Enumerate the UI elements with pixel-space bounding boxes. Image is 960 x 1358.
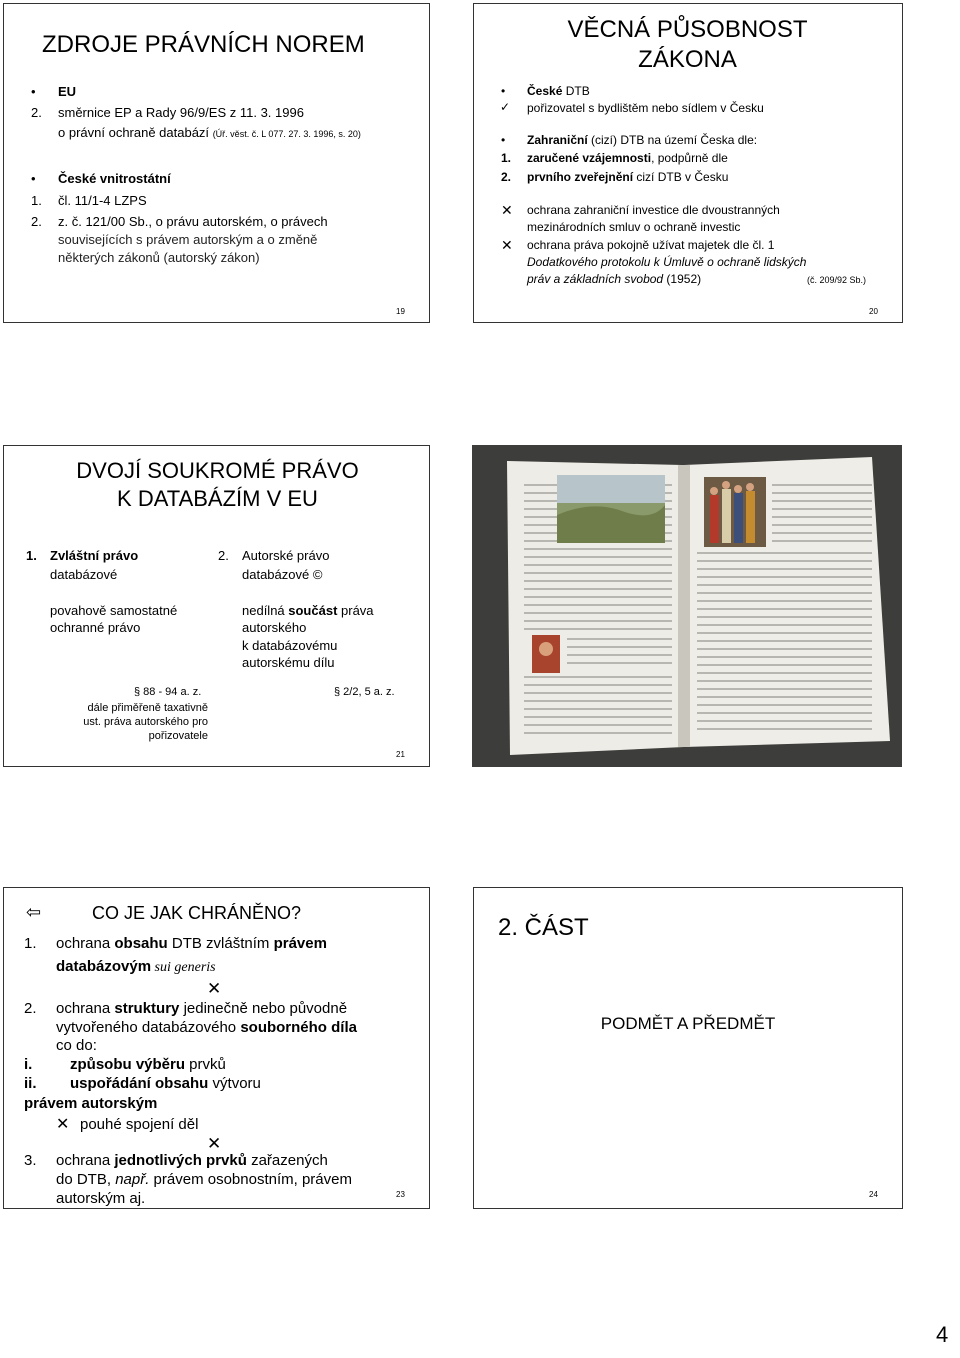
independent-right	[50, 603, 177, 619]
check-icon: ✓	[500, 100, 511, 114]
selection-line	[70, 1056, 226, 1074]
item-number: i.	[24, 1056, 33, 1073]
first-publication: prvního zveřejnění	[527, 170, 634, 184]
copyright-line: autorského	[242, 620, 307, 635]
lzps-line: čl. 11/1-4 LZPS	[58, 193, 147, 208]
right-label: právem	[273, 935, 327, 952]
applicability-line-1: dále přiměřeně taxativně	[87, 702, 208, 714]
item-number: 1.	[26, 548, 37, 563]
slide-20	[473, 3, 903, 323]
item-number: 2.	[24, 1000, 37, 1017]
arrangement-line	[70, 1075, 261, 1093]
foreign-dtb	[527, 133, 757, 147]
convention-title: práv a základních svobod	[527, 272, 664, 286]
copyright-section-ref: § 2/2, 5 a. z.	[334, 686, 395, 698]
elements-label: jednotlivých prvků	[114, 1152, 247, 1169]
text: ochrana	[56, 1000, 115, 1017]
publication-rest: cizí DTB v Česku	[633, 170, 729, 184]
applicability-line-2: ust. práva autorského pro	[83, 716, 208, 728]
investment-line-1: ochrana zahraniční investice dle dvoustranných	[527, 203, 780, 217]
integral-part	[242, 603, 374, 619]
sui-generis: sui generis	[151, 960, 216, 975]
reciprocity-line	[527, 151, 728, 165]
slide-number: 23	[396, 1190, 405, 1199]
slide-title-line-1: VĚCNÁ PŮSOBNOST	[567, 16, 808, 43]
czech-dtb	[527, 84, 590, 98]
integral-pre: nedílná	[242, 603, 289, 618]
content-label: obsahu	[114, 935, 168, 952]
foreign-label: Zahraniční	[527, 133, 588, 147]
structure-line-3: co do:	[56, 1037, 97, 1054]
content-protection-line-2	[56, 958, 216, 977]
directive-citation: (Úř. věst. č. L 077. 27. 3. 1996, s. 20)	[212, 129, 361, 139]
item-number: 1.	[31, 193, 42, 208]
text: zařazených	[246, 1152, 328, 1169]
text: vytvořeného databázového	[56, 1019, 241, 1036]
directive-line-2	[58, 125, 361, 141]
text: prvků	[185, 1056, 226, 1073]
collective-work: souborného díla	[240, 1019, 357, 1036]
integral-bold: součást	[288, 603, 338, 618]
item-number: 2.	[31, 214, 42, 229]
property-line-3	[527, 272, 701, 286]
cross-icon: ✕	[207, 1134, 222, 1153]
reciprocity-rest: , podpůrně dle	[651, 151, 728, 165]
czech-label: České	[527, 84, 563, 98]
slide-number: 19	[396, 307, 405, 316]
item-number: ii.	[24, 1075, 37, 1092]
applicability-line-3: pořizovatele	[148, 730, 208, 742]
book-illustration	[472, 445, 902, 767]
act-title: , o právu autorském, o právech	[148, 214, 328, 229]
slide-number: 24	[869, 1190, 878, 1199]
cross-icon: ✕	[501, 237, 513, 253]
item-number: 2.	[31, 105, 42, 120]
text: jedinečně nebo původně	[179, 1000, 348, 1017]
slide-title: CO JE JAK CHRÁNĚNO?	[92, 903, 302, 923]
section-ref: § 88 - 94 a. z.	[134, 686, 202, 698]
arrangement: uspořádání obsahu	[70, 1075, 209, 1092]
slide-subtitle: PODMĚT A PŘEDMĚT	[600, 1014, 776, 1033]
dtb-label: DTB	[562, 84, 590, 98]
publication-line	[527, 170, 728, 184]
text: výtvoru	[208, 1075, 261, 1092]
property-line-2: Dodatkového protokolu k Úmluvě o ochraně lidských	[527, 255, 807, 269]
text: do DTB,	[56, 1171, 116, 1188]
content-protection-line-1	[56, 935, 327, 953]
slide-number: 20	[869, 307, 878, 316]
item-eu: EU	[58, 84, 77, 99]
copyright-subheading: databázové ©	[242, 567, 323, 582]
bullet: •	[31, 84, 36, 99]
structure-label: struktury	[114, 1000, 180, 1017]
independent-label: povahově samostatné	[50, 603, 178, 618]
item-czech: České vnitrostátní	[58, 171, 171, 186]
slide-21	[3, 445, 430, 767]
open-book-photo	[472, 445, 902, 767]
text: ochrana	[56, 1152, 115, 1169]
database-right: databázovým	[56, 958, 152, 975]
page-number: 4	[936, 1322, 949, 1347]
maker-residence: pořizovatel s bydlištěm nebo sídlem v Česku	[527, 101, 764, 115]
item-number: 2.	[501, 170, 512, 184]
by-copyright: právem autorským	[24, 1095, 158, 1112]
selection: způsobu výběru	[70, 1056, 186, 1073]
integral-post: práva	[337, 603, 374, 618]
copyright-act-line-3: některých zákonů (autorský zákon)	[58, 250, 260, 265]
slide-title: 2. ČÁST	[498, 914, 589, 941]
act-number: z. č. 121/00 Sb.	[58, 214, 149, 229]
slide-title-line-2: ZÁKONA	[638, 46, 737, 73]
convention-year: (1952)	[663, 272, 702, 286]
item-number: 3.	[24, 1152, 37, 1169]
structure-line-2	[56, 1019, 357, 1037]
slide-title-line-1: DVOJÍ SOUKROMÉ PRÁVO	[76, 458, 359, 483]
mere-compilation: pouhé spojení děl	[80, 1116, 199, 1133]
elements-line-3: autorským aj.	[56, 1190, 146, 1207]
text: ochrana	[56, 935, 115, 952]
slide-title-line-2: K DATABÁZÍM V EU	[117, 486, 318, 511]
directive-line: směrnice EP a Rady 96/9/ES z 11. 3. 1996	[58, 105, 304, 120]
text: právem osobnostním, právem	[149, 1171, 352, 1188]
foreign-rest: (cizí) DTB na území Česka dle:	[587, 133, 758, 147]
cross-icon: ✕	[501, 202, 513, 218]
for-example: např.	[115, 1171, 150, 1188]
copyright-heading: Autorské právo	[242, 548, 330, 563]
cross-icon: ✕	[207, 979, 222, 998]
slide-24	[473, 887, 903, 1209]
directive-title: o právní ochraně databází	[58, 125, 210, 140]
database-line: k databázovému	[242, 638, 338, 653]
text: DTB zvláštním	[167, 935, 274, 952]
slide-23	[3, 887, 430, 1209]
bullet: •	[501, 84, 506, 98]
copyright-act-line	[58, 214, 328, 230]
structure-line-1	[56, 1000, 347, 1018]
slide-19	[3, 3, 430, 323]
reciprocity: zaručené vzájemnosti	[527, 151, 652, 165]
bullet: •	[501, 133, 506, 147]
elements-line-2	[56, 1171, 352, 1189]
slide-title: ZDROJE PRÁVNÍCH NOREM	[42, 31, 365, 58]
cross-icon: ✕	[56, 1116, 70, 1133]
slide-number: 21	[396, 750, 405, 759]
copyright-act-line-2: souvisejících s právem autorským a o změně	[58, 232, 318, 247]
work-line: autorskému dílu	[242, 655, 335, 670]
sui-generis-heading: Zvláštní právo	[50, 548, 139, 563]
elements-line-1	[56, 1152, 328, 1170]
bullet: •	[31, 171, 36, 186]
back-arrow-icon[interactable]: ⇦	[26, 902, 42, 922]
property-line-1: ochrana práva pokojně užívat majetek dle čl. 1	[527, 238, 775, 252]
protective-right: ochranné právo	[50, 620, 141, 635]
item-number: 2.	[218, 548, 229, 563]
collection-citation: (č. 209/92 Sb.)	[807, 275, 867, 285]
item-number: 1.	[24, 935, 37, 952]
item-number: 1.	[501, 151, 512, 165]
sui-generis-subheading: databázové	[50, 567, 118, 582]
investment-line-2: mezinárodních smluv o ochraně investic	[527, 220, 741, 234]
